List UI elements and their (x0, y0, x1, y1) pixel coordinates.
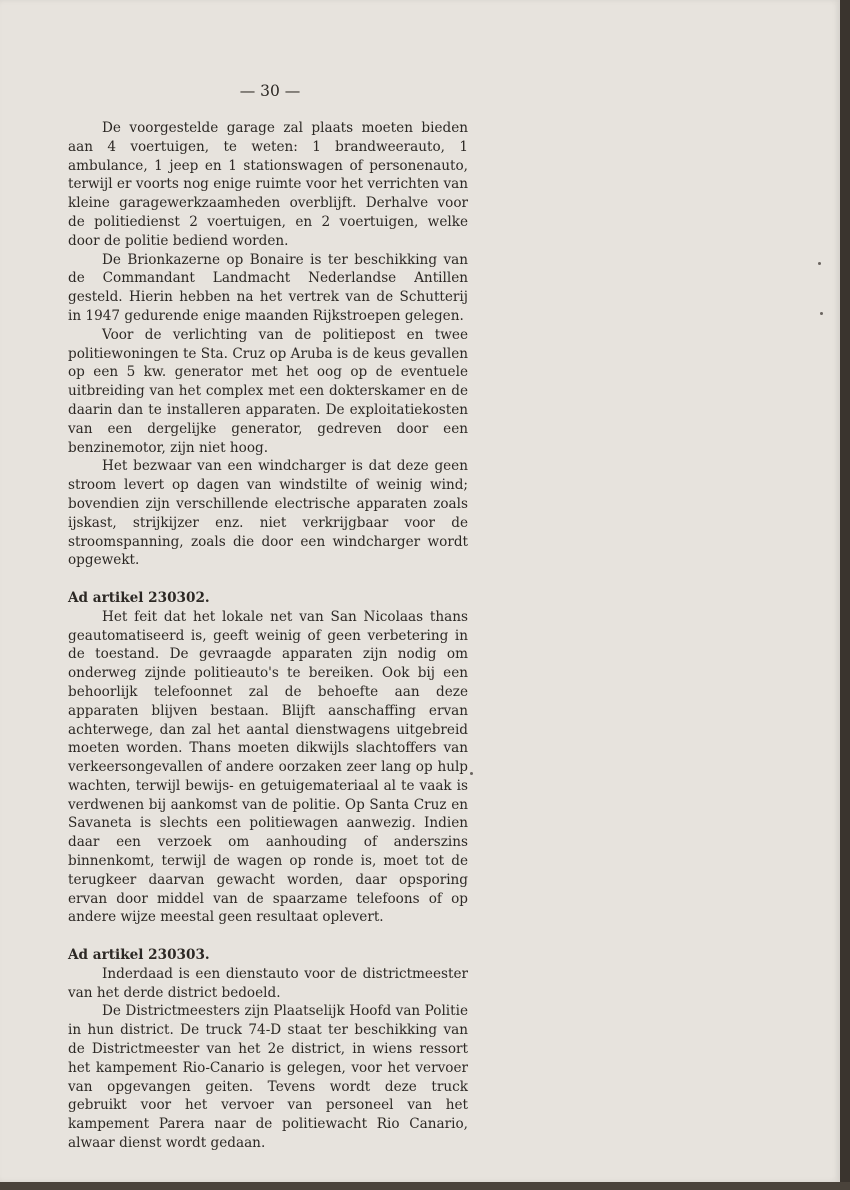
body-text (68, 119, 468, 1153)
spacer (68, 570, 468, 589)
paragraph: De Brionkazerne op Bonaire is ter beschikking van de Commandant Landmacht Nederlandse Antillen gesteld. Hierin hebben na het vertrek van de Schutterij in 1947 gedurende enige maanden Rijkstroepen gelegen. (68, 251, 468, 324)
section-heading: Ad artikel 230302. (68, 589, 210, 606)
paper-speck (820, 312, 823, 315)
spacer (68, 927, 468, 946)
scan-edge-right (840, 0, 850, 1190)
paragraph: Het bezwaar van een windcharger is dat deze geen stroom levert op dagen van windstilte of weinig wind; bovendien zijn verschillende electrische apparaten zoals ijskast, strijkijzer enz. niet verkrijgbaar voor de stroomspanning, zoals die door een windcharger wordt opgewekt. (68, 458, 468, 569)
paragraph: Het feit dat het lokale net van San Nicolaas thans geautomatiseerd is, geeft weinig of geen verbetering in de toestand. De gevraagde apparaten zijn nodig om onderweg zijnde politieauto's te bereiken. Ook bij een behoorlijk telefoonnet zal de behoefte aan deze apparaten blijven bestaan. Blijft aanschaffing ervan achterwege, dan zal het aantal dienstwagens uitgebreid moeten worden. Thans moeten dikwijls slachtoffers van verkeersongevallen of andere oorzaken zeer lang op hulp wachten, terwijl bewijs- en getuigemateriaal al te vaak is verdwenen bij aankomst van de politie. Op Santa Cruz en Savaneta is slechts een politiewagen aanwezig. Indien daar een verzoek om aanhouding of anderszins binnenkomt, terwijl de wagen op ronde is, moet tot de terugkeer daarvan gewacht worden, daar opsporing ervan door middel van de spaarzame telefoons of op andere wijze meestal geen resultaat oplevert. (68, 608, 468, 926)
page-number: — 30 — (239, 82, 301, 100)
paragraph: De voorgestelde garage zal plaats moeten bieden aan 4 voertuigen, te weten: 1 brandweerauto, 1 ambulance, 1 jeep en 1 stationswagen of personenauto, terwijl er voorts nog enige ruimte voor het verrichten van kleine garagewerkzaamheden overblijft. Derhalve voor de politiedienst 2 voertuigen, en 2 voertuigen, welke door de politie bediend worden. (68, 120, 468, 249)
paper-speck (818, 262, 821, 265)
section-heading: Ad artikel 230303. (68, 947, 210, 964)
paper-speck (470, 772, 473, 775)
paragraph: Inderdaad is een dienstauto voor de districtmeester van het derde district bedoeld. (68, 965, 468, 1001)
paragraph: Voor de verlichting van de politiepost en twee politiewoningen te Sta. Cruz op Aruba is de keus gevallen op een 5 kw. generator met het oog op de eventuele uitbreiding van het complex met een dokterskamer en de daarin dan te installeren apparaten. De exploitatiekosten van een dergelijke generator, gedreven door een benzinemotor, zijn niet hoog. (68, 326, 468, 456)
scan-edge-bottom (0, 1182, 850, 1190)
paragraph: De Districtmeesters zijn Plaatselijk Hoofd van Politie in hun district. De truck 74-D staat ter beschikking van de Districtmeester van het 2e district, in wiens ressort het kampement Rio-Canario is gelegen, voor het vervoer van opgevangen geiten. Tevens wordt deze truck gebruikt voor het vervoer van personeel van het kampement Parera naar de politiewacht Rio Canario, alwaar dienst wordt gedaan. (68, 1003, 468, 1152)
